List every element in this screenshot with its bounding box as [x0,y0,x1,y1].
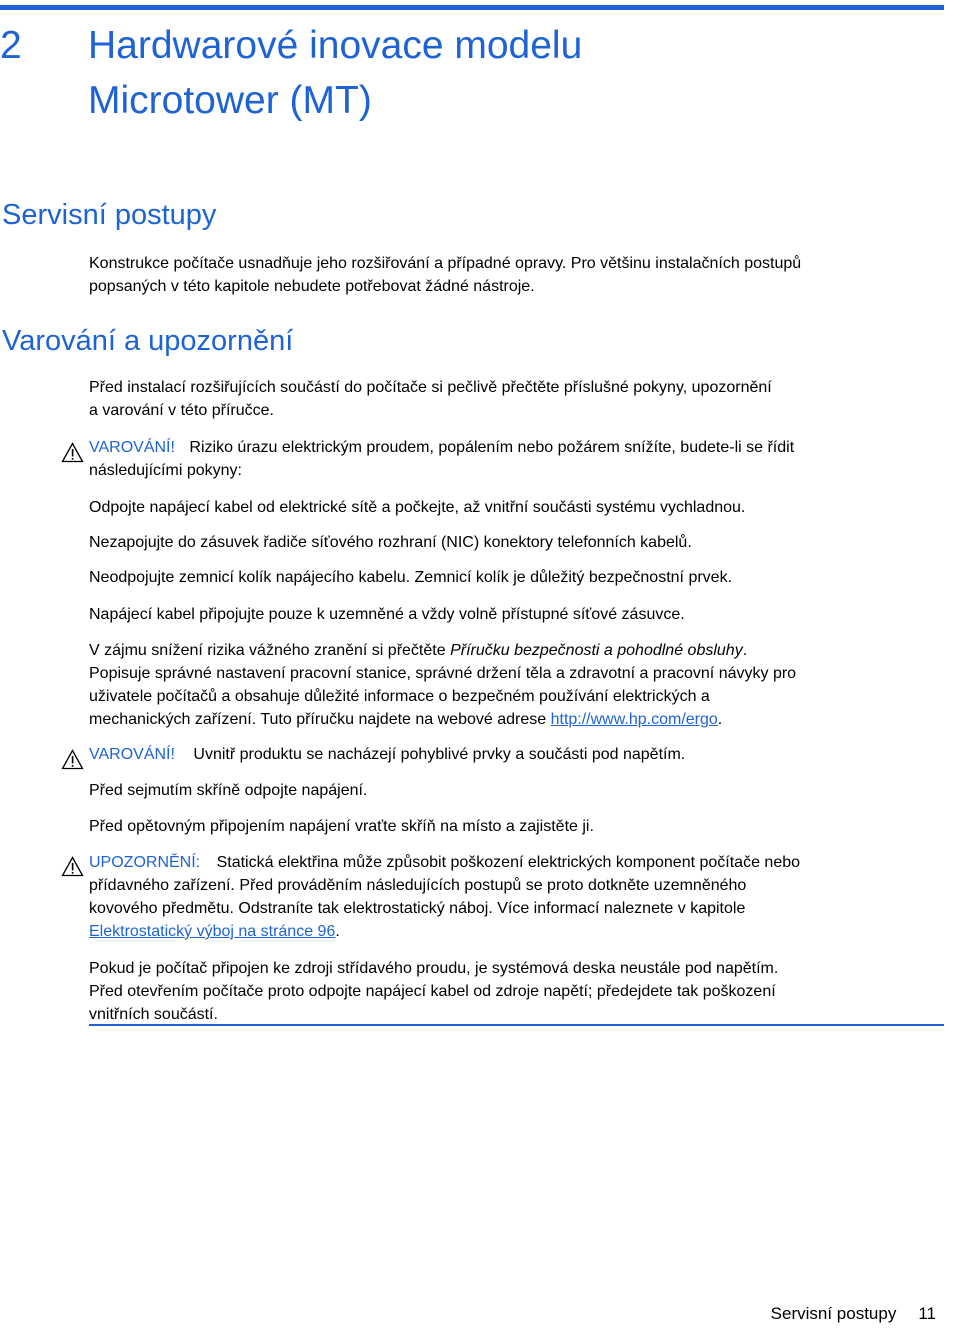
warning2-item: Před opětovným připojením napájení vraťte skříň na místo a zajistěte ji. [89,818,594,835]
warning2-item: Před sejmutím skříně odpojte napájení. [89,782,368,799]
warnings-intro-line1: Před instalací rozšiřujících součástí do počítače si pečlivě přečtěte příslušné pokyny, upozornění [89,379,772,396]
warning1-item: Napájecí kabel připojujte pouze k uzemněné a vždy volně přístupné síťové zásuvce. [89,606,685,623]
section-heading-servisni-postupy: Servisní postupy [2,199,217,231]
caution-para2-line3: vnitřních součástí. [89,1006,218,1023]
caution-text-line1: Statická elektřina může způsobit poškození elektrických komponent počítače nebo [216,854,801,871]
warning1-item: Odpojte napájecí kabel od elektrické sítě a počkejte, až vnitřní součásti systému vychladnou. [89,499,746,516]
safety-text-pre: V zájmu snížení rizika vážného zranění si přečtěte [89,642,451,659]
chapter-number: 2 [0,24,22,67]
caution-paragraph2 [89,957,949,1026]
warning2-text-body: Uvnitř produktu se nacházejí pohyblivé prvky a součásti pod napětím. [193,746,686,763]
safety-line4-post: . [717,711,723,728]
servis-intro-line1: Konstrukce počítače usnadňuje jeho rozšiřování a případné opravy. Pro většinu instalačních postupů [89,255,802,272]
chapter-title-line1: Hardwarové inovace modelu [88,24,583,67]
page-footer [771,1303,936,1325]
caution-para2-line2: Před otevřením počítače proto odpojte napájecí kabel od zdroje napětí; předejdete tak poškození [89,983,776,1000]
warnings-intro [89,376,949,422]
warning2-text [89,743,949,766]
chapter-title-line2: Microtower (MT) [88,79,372,122]
caution-text-line2: přídavného zařízení. Před prováděním následujících postupů se proto dotkněte uzemněného [89,877,747,894]
warning-triangle-icon [61,749,84,770]
warning1-text-line2: následujícími pokyny: [89,462,242,479]
safety-line4-pre: mechanických zařízení. Tuto příručku najdete na webové adrese [89,711,551,728]
safety-text-post: . [742,642,748,659]
caution-text-line3: kovového předmětu. Odstraníte tak elektrostatický náboj. Více informací naleznete v kapitole [89,900,746,917]
warning1-item: Nezapojujte do zásuvek řadiče síťového rozhraní (NIC) konektory telefonních kabelů. [89,534,692,551]
warning1-label: VAROVÁNÍ! [89,439,175,456]
warning-triangle-icon [61,442,84,463]
warning1-text [89,436,949,482]
section-heading-varovani: Varování a upozornění [2,325,294,357]
caution-link-post: . [335,923,340,940]
warnings-intro-line2: a varování v této příručce. [89,402,274,419]
warning-triangle-icon [61,856,84,877]
footer-section: Servisní postupy [770,1304,897,1323]
warning1-text-line1: Riziko úrazu elektrickým proudem, popálením nebo požárem snížíte, budete-li se řídit [189,439,795,456]
top-rule [0,5,944,10]
warning1-item: Neodpojujte zemnicí kolík napájecího kabelu. Zemnicí kolík je důležitý bezpečnostní prvek. [89,569,733,586]
warning1-safety-note [89,639,949,731]
safety-guide-title: Příručku bezpečnosti a pohodlné obsluhy [450,642,743,659]
caution-text [89,851,949,943]
notice-end-rule [89,1024,944,1026]
chapter-title [88,18,788,128]
safety-line2: Popisuje správné nastavení pracovní stanice, správné držení těla a zdravotní a pracovní návyky pro [89,665,797,682]
caution-para2-line1: Pokud je počítač připojen ke zdroji střídavého proudu, je systémová deska neustále pod napětím. [89,960,779,977]
safety-line3: uživatele počítačů a obsahuje důležité informace o bezpečném používání elektrických a [89,688,710,705]
warning2-label: VAROVÁNÍ! [89,746,175,763]
esd-link[interactable]: Elektrostatický výboj na stránce 96 [89,923,336,940]
caution-label: UPOZORNĚNÍ: [89,854,201,871]
servis-intro [89,252,949,298]
footer-page-number: 11 [918,1304,936,1323]
ergo-url-link[interactable]: http://www.hp.com/ergo [550,711,718,728]
servis-intro-line2: popsaných v této kapitole nebudete potřebovat žádné nástroje. [89,278,535,295]
